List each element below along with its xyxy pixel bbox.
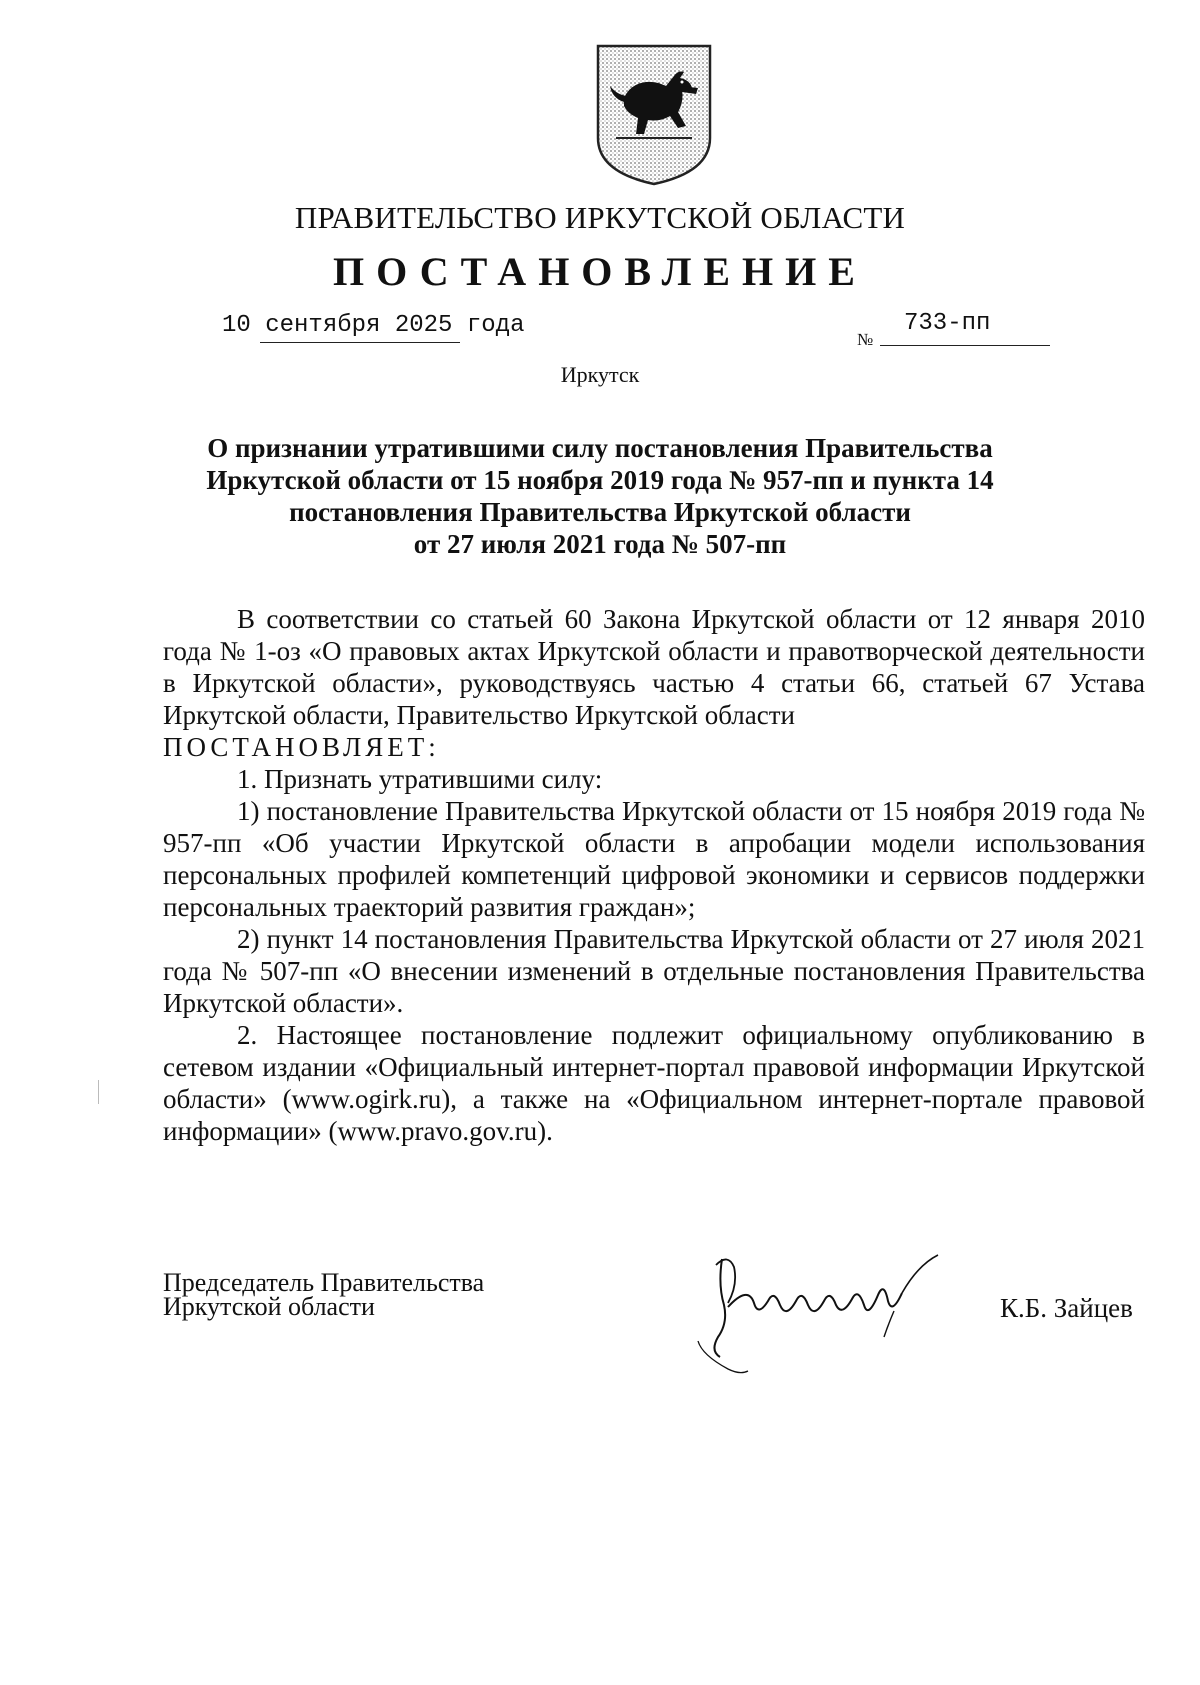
decree-verb: ПОСТАНОВЛЯЕТ:	[163, 732, 440, 762]
signer-role-line: Председатель Правительства	[163, 1268, 485, 1297]
number-sign: №	[857, 330, 874, 349]
margin-mark	[98, 1080, 99, 1104]
item-1-1: 1) постановление Правительства Иркутской области от 15 ноября 2019 года № 957-пп «Об участии Иркутской области в апробации модели использования персональных профилей компетенций цифровой экономики и сервисов поддержки персональных траекторий развития граждан»;	[163, 796, 1145, 922]
document-type: ПОСТАНОВЛЕНИЕ	[333, 249, 867, 294]
organization-name: ПРАВИТЕЛЬСТВО ИРКУТСКОЙ ОБЛАСТИ	[294, 200, 906, 235]
item-2: 2. Настоящее постановление подлежит официальному опубликованию в сетевом издании «Официальный интернет-портал правовой информации Иркутской области» (www.ogirk.ru), а также на «Официальном интернет-портале правовой информации» (www.pravo.gov.ru).	[163, 1020, 1145, 1146]
title-line: от 27 июля 2021 года № 507-пп	[413, 529, 787, 559]
document-number: 733-пп	[904, 310, 991, 337]
signer-role-line: Иркутской области	[163, 1292, 375, 1321]
preamble-paragraph: В соответствии со статьей 60 Закона Иркутской области от 12 января 2010 года № 1-оз «О правовых актах Иркутской области и правотворческой деятельности в Иркутской области», руководствуясь частью 4 статьи 66, статьей 67 Устава Иркутской области, Правительство Иркутской области	[163, 604, 1145, 730]
item-1-2: 2) пункт 14 постановления Правительства Иркутской области от 27 июля 2021 года № 507-пп «О внесении изменений в отдельные постановления Правительства Иркутской области».	[163, 924, 1145, 1018]
item-1: 1. Признать утратившими силу:	[237, 764, 603, 794]
irkutsk-coat-of-arms-icon	[594, 42, 714, 188]
signer-role	[163, 1268, 485, 1321]
date-day: 10	[222, 312, 251, 339]
signer-name: К.Б. Зайцев	[1000, 1293, 1133, 1323]
document-title	[140, 432, 1060, 560]
document-date	[222, 312, 524, 339]
document-body	[163, 603, 1145, 1147]
date-month: сентября	[265, 312, 381, 339]
date-year: 2025	[394, 312, 453, 339]
date-suffix: года	[466, 312, 525, 339]
title-line: О признании утратившими силу постановления Правительства	[207, 433, 993, 463]
title-line: Иркутской области от 15 ноября 2019 года № 957-пп и пункта 14	[206, 465, 994, 495]
document-city: Иркутск	[560, 362, 640, 387]
number-underline	[880, 345, 1050, 346]
handwritten-signature	[688, 1245, 978, 1385]
date-underline	[260, 342, 460, 343]
title-line: постановления Правительства Иркутской области	[289, 497, 911, 527]
